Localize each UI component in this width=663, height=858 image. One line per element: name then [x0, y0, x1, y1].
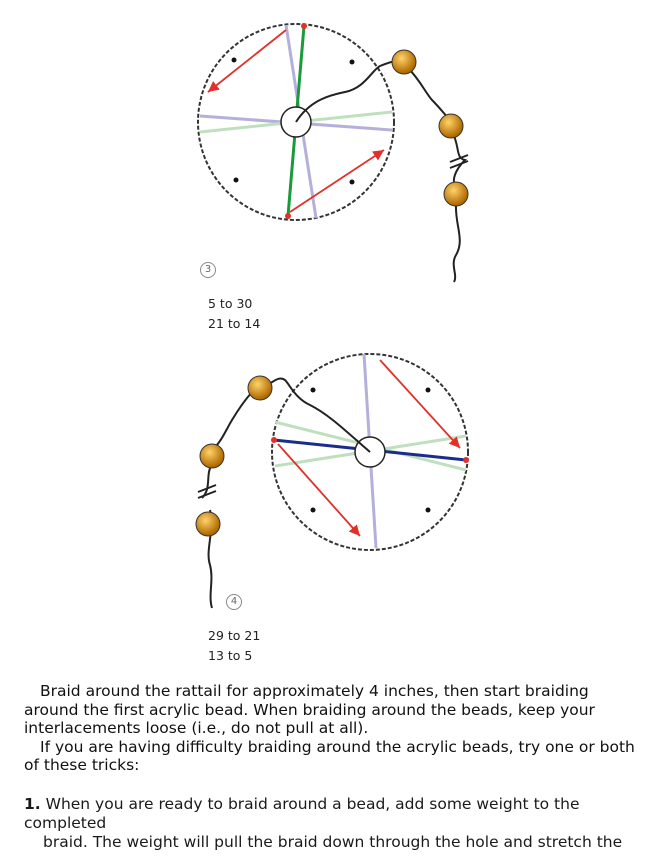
step-number: 4 — [226, 594, 242, 610]
acrylic-bead — [200, 444, 224, 468]
acrylic-bead — [444, 182, 468, 206]
braiding-diagram-3 — [0, 0, 663, 300]
figure-caption: 29 to 21 13 to 5 — [208, 628, 261, 663]
paragraph: Braid around the rattail for approximately 4 inches, then start braiding around the first acrylic bead. When braiding around the beads, keep your interlacements loose (i.e., do not pull at all). — [24, 682, 595, 737]
braiding-diagram-4 — [0, 340, 663, 640]
list-text: braid. The weight will pull the braid down through the hole and stretch the — [43, 833, 623, 851]
instructions-text — [24, 682, 644, 775]
figure-caption: 5 to 30 21 to 14 — [208, 296, 261, 331]
paragraph: If you are having difficulty braiding around the acrylic beads, try one or both of these tricks: — [24, 737, 635, 774]
acrylic-bead — [248, 376, 272, 400]
acrylic-bead — [392, 50, 416, 74]
list-number: 1. — [24, 795, 41, 813]
step-number: 3 — [200, 262, 216, 278]
list-item — [24, 795, 644, 852]
acrylic-bead — [439, 114, 463, 138]
list-text: When you are ready to braid around a bead, add some weight to the completed — [24, 795, 580, 832]
acrylic-bead — [196, 512, 220, 536]
